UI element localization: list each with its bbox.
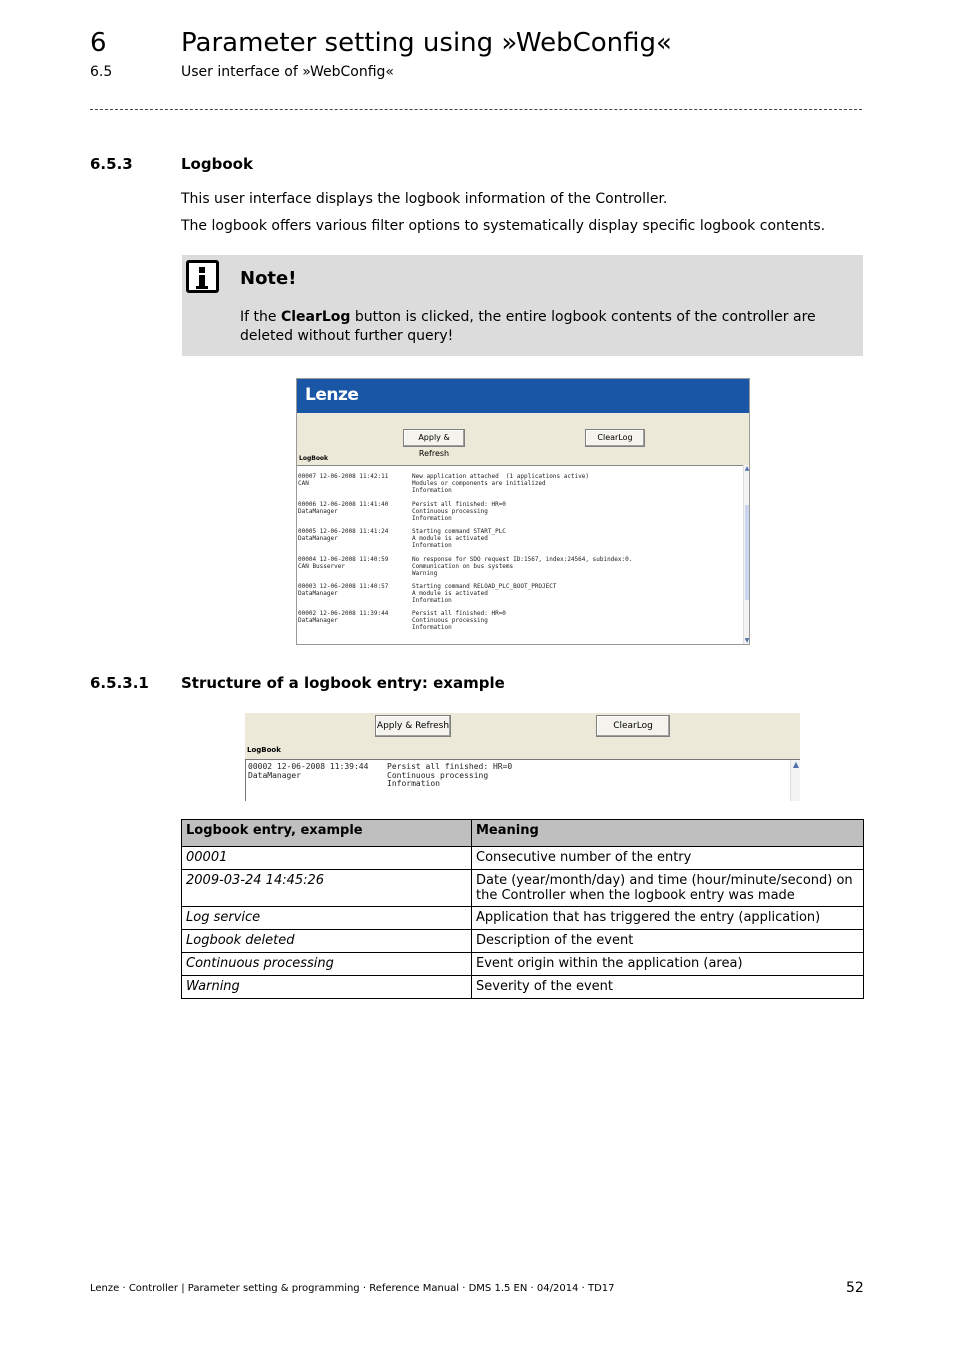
table-row xyxy=(182,847,864,870)
table-header-row xyxy=(182,820,864,847)
table-cell: Logbook deleted xyxy=(182,930,472,953)
clearlog-emphasis: ClearLog xyxy=(280,309,351,325)
scroll-thumb[interactable] xyxy=(745,505,749,600)
table-cell: Log service xyxy=(182,907,472,930)
column-header: Meaning xyxy=(472,820,864,847)
table-cell: 2009-03-24 14:45:26 xyxy=(182,870,472,907)
table-row xyxy=(182,907,864,930)
clearlog-button[interactable]: ClearLog xyxy=(585,429,645,447)
table-row xyxy=(182,976,864,999)
table-cell: Event origin within the application (area) xyxy=(472,953,864,976)
table-cell: Warning xyxy=(182,976,472,999)
apply-refresh-button[interactable]: Apply & Refresh xyxy=(403,429,465,447)
note-box xyxy=(182,255,863,356)
note-heading: Note! xyxy=(240,268,297,289)
intro-paragraph-2: The logbook offers various filter options to systematically display specific logbook contents. xyxy=(181,218,826,234)
subsubsection-title: Structure of a logbook entry: example xyxy=(181,674,505,692)
table-row xyxy=(182,953,864,976)
table-cell: 00001 xyxy=(182,847,472,870)
subsection-title: Logbook xyxy=(181,155,253,173)
page-number: 52 xyxy=(846,1280,864,1296)
table-cell: Date (year/month/day) and time (hour/minute/second) on the Controller when the logbook entry was made xyxy=(472,870,864,907)
section-title: User interface of »WebConfig« xyxy=(181,64,395,80)
webconfig-logbook-screenshot xyxy=(296,378,750,645)
logbook-label: LogBook xyxy=(247,746,281,754)
table-cell: Severity of the event xyxy=(472,976,864,999)
lenze-logo: Lenze xyxy=(305,385,359,405)
info-icon xyxy=(186,260,219,293)
table-row xyxy=(182,870,864,907)
note-text: If the ClearLog button is clicked, the entire logbook contents of the controller are deleted without further query! xyxy=(240,309,816,344)
table-row xyxy=(182,930,864,953)
intro-paragraph-1: This user interface displays the logbook information of the Controller. xyxy=(181,191,668,207)
subsection-number: 6.5.3 xyxy=(90,155,133,173)
lenze-banner xyxy=(297,379,749,413)
logbook-scrollbar[interactable] xyxy=(743,465,750,644)
logbook-label: LogBook xyxy=(299,455,329,462)
footer-text: Lenze · Controller | Parameter setting & programming · Reference Manual · DMS 1.5 EN · 04/2014 · TD17 xyxy=(90,1283,615,1294)
scroll-down-icon[interactable]: ▼ xyxy=(744,637,750,644)
table-cell: Application that has triggered the entry (application) xyxy=(472,907,864,930)
section-number: 6.5 xyxy=(90,64,113,80)
table-cell: Description of the event xyxy=(472,930,864,953)
logbook-scrollbar[interactable] xyxy=(790,760,800,801)
scroll-up-icon[interactable]: ▲ xyxy=(744,465,750,472)
logbook-entry-table xyxy=(181,819,864,999)
chapter-title: Parameter setting using »WebConfig« xyxy=(181,28,672,58)
scroll-up-icon[interactable]: ▲ xyxy=(792,760,800,769)
apply-refresh-button[interactable]: Apply & Refresh xyxy=(375,715,451,737)
column-header: Logbook entry, example xyxy=(182,820,472,847)
logbook-list[interactable]: 00002 12-06-2008 11:39:44 DataManager Persist all finished: HR=0 Continuous processing Information xyxy=(245,759,800,801)
header-divider xyxy=(90,109,862,110)
logbook-list[interactable]: 00007 12-06-2008 11:42:11 CAN New application attached (1 applications active) Modules or components are initialized Information 00006 12-06-2008 11:41:40 DataManager Persist all finished: HR=0 Continuous processing Information 00005 12-06-2008 11:41:24 DataManager Starting command START_PLC A module is activated Information 00004 12-06-2008 11:40:59 CAN Busserver No response for SDO request ID:1567, index:24564, subindex:0. Communication on bus systems Warning 00003 12-06-2008 11:40:57 DataManager Starting command RELOAD_PLC_BOOT_PROJECT A module is activated Information 00002 12-06-2008 11:39:44 DataManager Persist all finished: HR=0 Continuous processing Information xyxy=(297,465,743,644)
table-cell: Consecutive number of the entry xyxy=(472,847,864,870)
clearlog-button[interactable]: ClearLog xyxy=(596,715,670,737)
chapter-number: 6 xyxy=(90,28,107,58)
logbook-entry-screenshot xyxy=(245,713,800,801)
table-cell: Continuous processing xyxy=(182,953,472,976)
subsubsection-number: 6.5.3.1 xyxy=(90,674,149,692)
